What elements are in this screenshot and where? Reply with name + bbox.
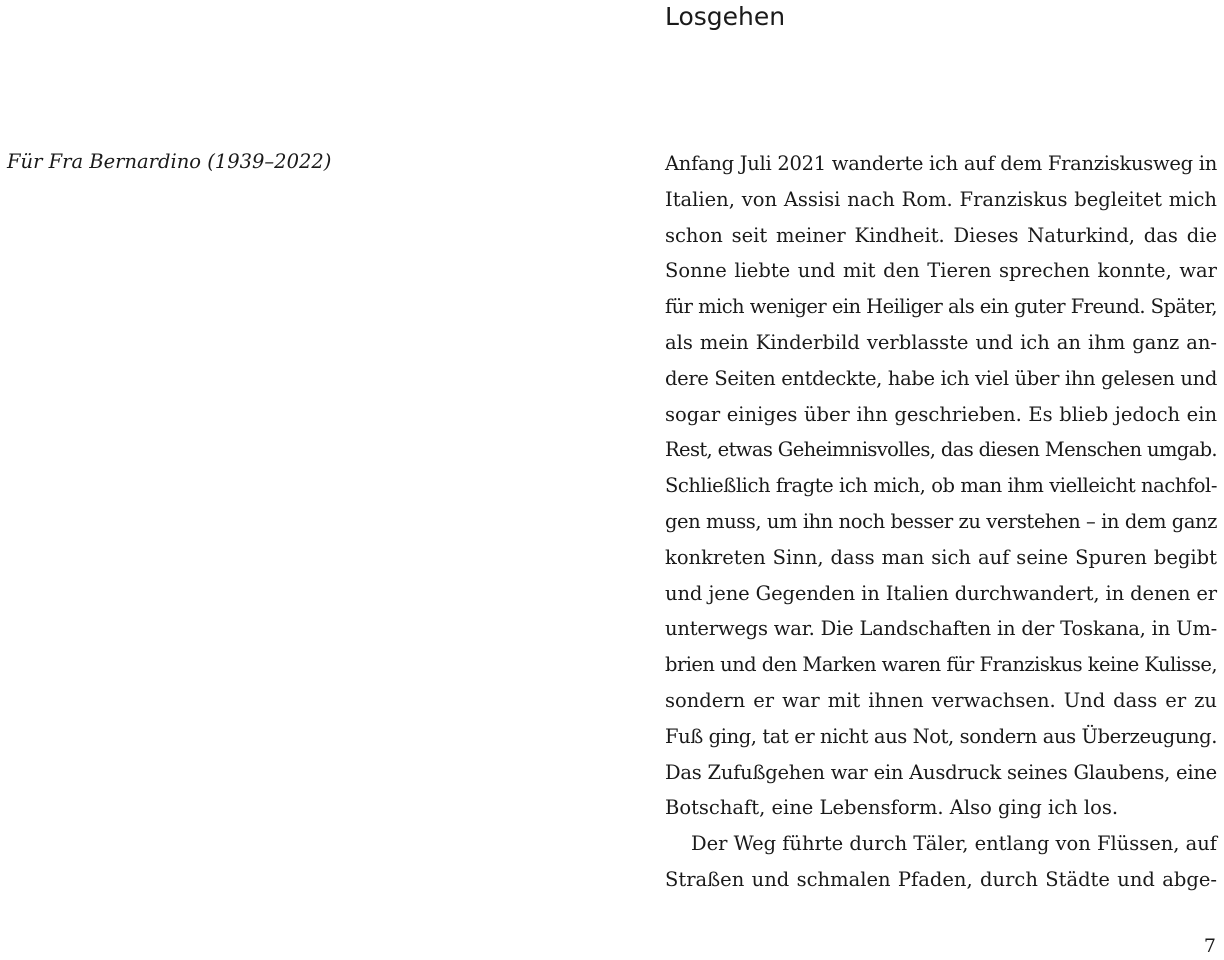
text-line: unterwegs war. Die Landschaften in der Toskana, in Um-	[665, 617, 1218, 641]
text-line: und jene Gegenden in Italien durchwandert, in denen er	[665, 581, 1217, 605]
text-line: sogar einiges über ihn geschrieben. Es blieb jedoch ein	[665, 402, 1217, 426]
text-line: als mein Kinderbild verblasste und ich an ihm ganz an-	[665, 330, 1217, 354]
text-line: Italien, von Assisi nach Rom. Franziskus begleitet mich	[665, 187, 1217, 211]
text-line: konkreten Sinn, dass man sich auf seine Spuren begibt	[665, 545, 1217, 569]
text-line: gen muss, um ihn noch besser zu verstehen – in dem ganz	[665, 509, 1218, 533]
text-line: Fuß ging, tat er nicht aus Not, sondern aus Überzeugung.	[665, 724, 1217, 748]
text-line: für mich weniger ein Heiliger als ein guter Freund. Später,	[665, 295, 1217, 319]
dedication: Für Fra Bernardino (1939–2022)	[7, 150, 332, 173]
text-line: sondern er war mit ihnen verwachsen. Und dass er zu	[665, 688, 1217, 712]
text-line: Sonne liebte und mit den Tieren sprechen konnte, war	[665, 259, 1217, 283]
text-line: Botschaft, eine Lebensform. Also ging ich los.	[665, 796, 1119, 820]
chapter-title: Losgehen	[665, 2, 786, 31]
text-line: Der Weg führte durch Täler, entlang von Flüssen, auf	[691, 832, 1217, 856]
text-line: Schließlich fragte ich mich, ob man ihm vielleicht nachfol-	[665, 474, 1217, 498]
text-line: dere Seiten entdeckte, habe ich viel über ihn gelesen und	[665, 366, 1217, 390]
text-line: Rest, etwas Geheimnisvolles, das diesen Menschen umgab.	[665, 438, 1217, 462]
right-page	[612, 0, 1224, 960]
text-line: Straßen und schmalen Pfaden, durch Städte und abge-	[665, 867, 1217, 891]
page-number: 7	[1203, 935, 1216, 957]
text-line: Anfang Juli 2021 wanderte ich auf dem Franziskusweg in	[665, 152, 1217, 175]
text-line: schon seit meiner Kindheit. Dieses Naturkind, das die	[665, 223, 1217, 247]
text-line: Das Zufußgehen war ein Ausdruck seines Glaubens, eine	[665, 760, 1217, 784]
body-text	[665, 146, 1217, 898]
text-line: brien und den Marken waren für Franziskus keine Kulisse,	[665, 653, 1218, 677]
